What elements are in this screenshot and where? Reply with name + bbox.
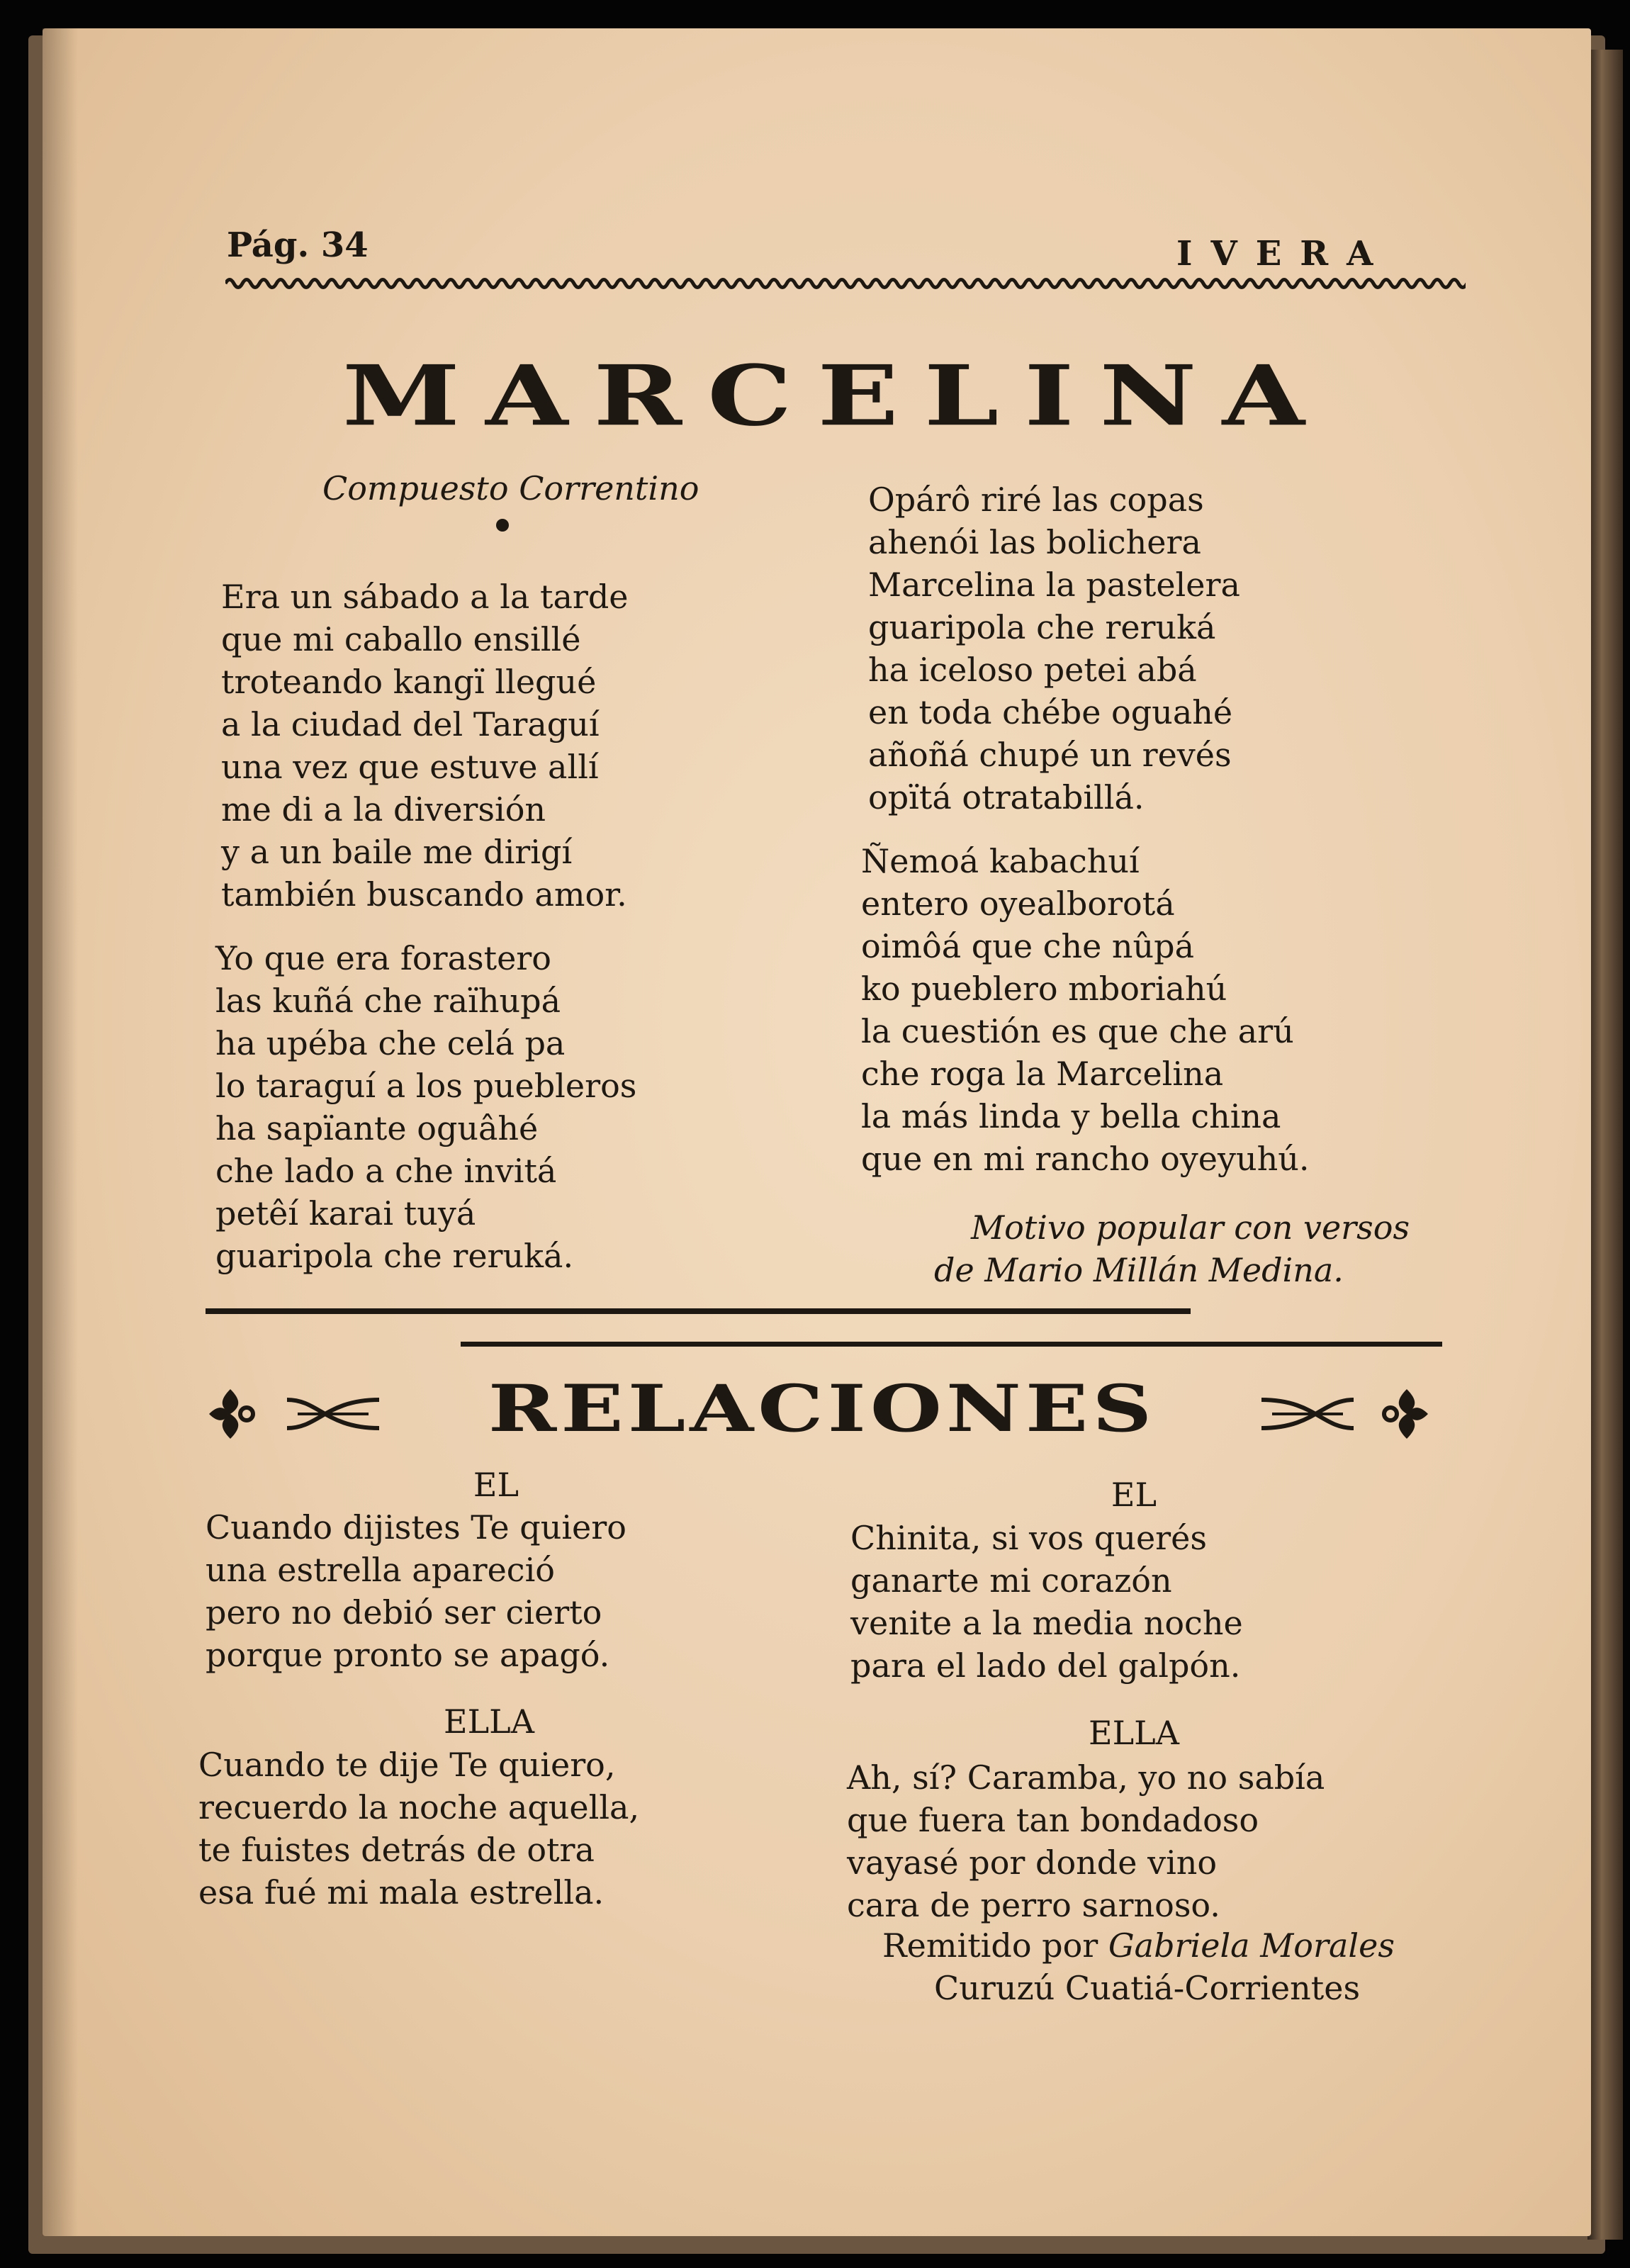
remitted-by: Remitido por Gabriela Morales bbox=[882, 1926, 1395, 1965]
remitter-place: Curuzú Cuatiá-Corrientes bbox=[934, 1969, 1361, 2007]
section-title: RELACIONES bbox=[488, 1371, 1157, 1447]
relacion-ella-left: Cuando te dije Te quiero, recuerdo la noche aquella, te fuistes detrás de otra esa fué mi mala estrella. bbox=[198, 1746, 640, 1911]
relacion-el-right: Chinita, si vos querés ganarte mi corazón venite a la media noche para el lado del galpón. bbox=[850, 1519, 1243, 1685]
swirl-left-icon bbox=[283, 1393, 383, 1435]
credit-line-2: de Mario Millán Medina. bbox=[934, 1251, 1344, 1289]
section-rule-2 bbox=[461, 1342, 1442, 1347]
credit-line-1: Motivo popular con versos bbox=[971, 1208, 1410, 1247]
page-edge bbox=[1587, 50, 1623, 2240]
remitter-name: Gabriela Morales bbox=[1108, 1926, 1395, 1965]
section-rule-1 bbox=[206, 1308, 1191, 1314]
article-title: MARCELINA bbox=[342, 347, 1330, 445]
page-number: Pág. 34 bbox=[227, 225, 369, 265]
page-binding-shade bbox=[43, 28, 78, 2236]
bullet-ornament bbox=[496, 519, 509, 532]
relacion-el-left: Cuando dijistes Te quiero una estrella apareció pero no debió ser cierto porque pronto se apagó. bbox=[206, 1508, 626, 1674]
speaker-ella-right: ELLA bbox=[1089, 1714, 1179, 1752]
stanza-4: Ñemoá kabachuí entero oyealborotá oimôá que che nûpá ko pueblero mboriahú la cuestión es que che arú che roga la Marcelina la más linda y bella china que en mi rancho oyeyuhú. bbox=[861, 842, 1310, 1178]
fleuron-right-icon bbox=[1382, 1386, 1432, 1442]
speaker-el-right: EL bbox=[1111, 1476, 1157, 1514]
article-subtitle: Compuesto Correntino bbox=[322, 469, 699, 507]
header-wavy-rule bbox=[225, 273, 1466, 294]
fleuron-left-icon bbox=[206, 1386, 255, 1442]
relacion-ella-right: Ah, sí? Caramba, yo no sabía que fuera tan bondadoso vayasé por donde vino cara de perro sarnoso. bbox=[847, 1758, 1325, 1924]
speaker-ella-left: ELLA bbox=[444, 1702, 534, 1741]
stanza-1: Era un sábado a la tarde que mi caballo ensillé troteando kangï llegué a la ciudad del Taraguí una vez que estuve allí me di a la diversión y a un baile me dirigí también buscando amor. bbox=[221, 578, 629, 914]
speaker-el-left: EL bbox=[473, 1466, 519, 1504]
stanza-3: Opárô riré las copas ahenói las bolichera Marcelina la pastelera guaripola che reruká ha iceloso petei abá en toda chébe oguahé añoñá chupé un revés opïtá otratabillá. bbox=[868, 481, 1240, 816]
swirl-right-icon bbox=[1258, 1393, 1357, 1435]
stanza-2: Yo que era forastero las kuñá che raïhupá ha upéba che celá pa lo taraguí a los puebleros ha sapïante oguâhé che lado a che invitá petêí karai tuyá guaripola che reruká. bbox=[215, 939, 637, 1275]
magazine-name: IVERA bbox=[1176, 234, 1392, 274]
